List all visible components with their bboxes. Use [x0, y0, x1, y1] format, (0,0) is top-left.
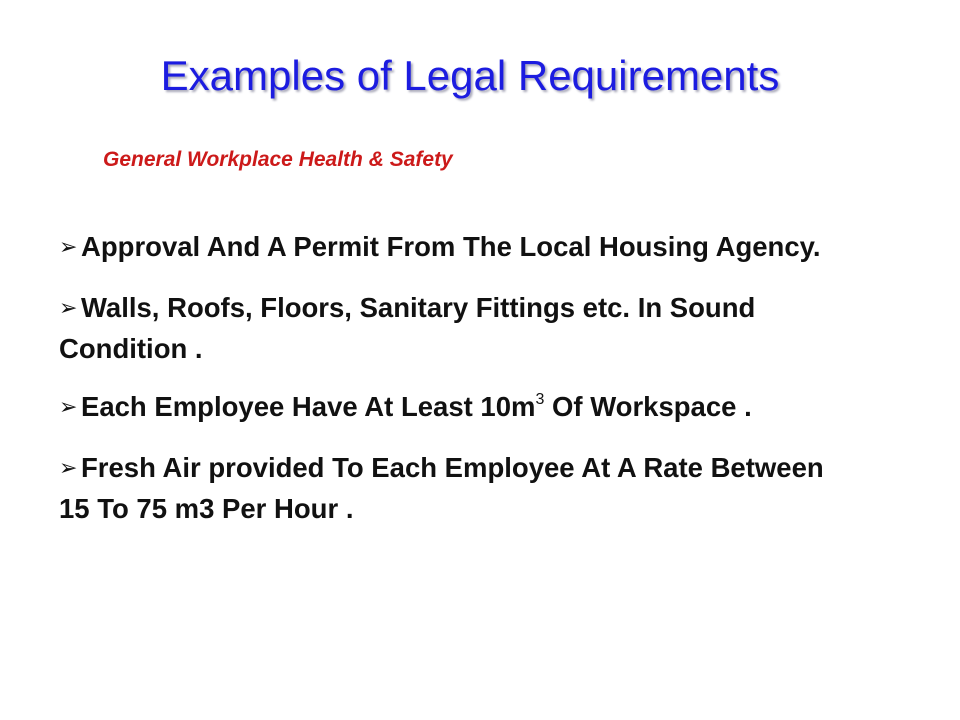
bullet-item — [59, 228, 859, 269]
bullet-text: Walls, Roofs, Floors, Sanitary Fittings etc. In Sound Condition . — [59, 292, 756, 364]
bullet-text: Approval And A Permit From The Local Housing Agency. — [81, 231, 821, 262]
bullet-item — [59, 289, 859, 368]
superscript-exponent: 3 — [535, 390, 545, 408]
slide-title-text: Examples of Legal Requirements — [160, 52, 780, 99]
bullet-list — [59, 228, 859, 548]
bullet-text-continued: Of Workspace . — [544, 391, 752, 422]
bullet-text: Fresh Air provided To Each Employee At A Rate Between 15 To 75 m3 Per Hour . — [59, 452, 824, 524]
arrowhead-bullet-icon: ➢ — [59, 235, 78, 260]
bullet-item — [59, 388, 859, 429]
slide-title — [0, 52, 960, 100]
arrowhead-bullet-icon: ➢ — [59, 395, 78, 420]
slide-subtitle: General Workplace Health & Safety — [103, 148, 453, 171]
arrowhead-bullet-icon: ➢ — [59, 456, 78, 481]
bullet-item — [59, 449, 859, 528]
bullet-text: Each Employee Have At Least 10m — [81, 391, 536, 422]
arrowhead-bullet-icon: ➢ — [59, 296, 78, 321]
